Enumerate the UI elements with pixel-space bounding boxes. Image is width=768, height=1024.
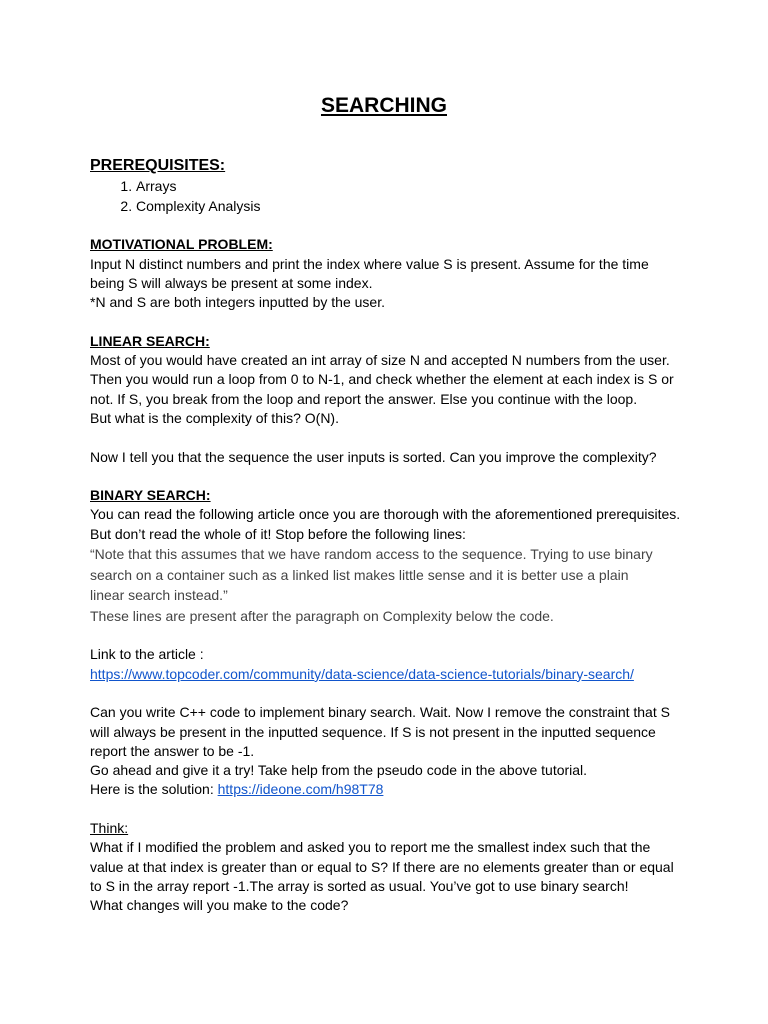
paragraph-line: Then you would run a loop from 0 to N-1, and check whether the element at each index is S or (90, 371, 674, 388)
article-link[interactable]: https://www.topcoder.com/community/data-science/data-science-tutorials/binary-search/ (90, 665, 634, 682)
paragraph-line: What changes will you make to the code? (90, 897, 349, 914)
paragraph-line: will always be present in the inputted sequence. If S is not present in the inputted sequence (90, 723, 656, 740)
think-heading: Think: (90, 820, 129, 837)
solution-prefix: Here is the solution: (90, 781, 218, 798)
paragraph-line: Most of you would have created an int array of size N and accepted N numbers from the user. (90, 352, 670, 369)
page-title: SEARCHING (320, 94, 447, 117)
quote-line: search on a container such as a linked list makes little sense and it is better use a plain (90, 566, 629, 583)
paragraph-line: But don’t read the whole of it! Stop before the following lines: (90, 525, 466, 542)
paragraph-line: report the answer to be -1. (90, 742, 255, 759)
prerequisites-list (90, 176, 690, 216)
paragraph-line: Can you write C++ code to implement binary search. Wait. Now I remove the constraint that S (90, 704, 670, 721)
document-body (90, 156, 690, 916)
paragraph-line: Go ahead and give it a try! Take help from the pseudo code in the above tutorial. (90, 762, 588, 779)
paragraph-line: You can read the following article once you are thorough with the aforementioned prerequisites. (90, 506, 681, 523)
prerequisites-heading: PREREQUISITES: (90, 157, 226, 174)
link-label: Link to the article : (90, 646, 204, 663)
motivational-heading: MOTIVATIONAL PROBLEM: (90, 236, 273, 253)
paragraph-line: Now I tell you that the sequence the user inputs is sorted. Can you improve the complexity? (90, 448, 657, 465)
paragraph-line: value at that index is greater than or equal to S? If there are no elements greater than or equal (90, 858, 674, 875)
list-item: 1. Arrays (136, 176, 690, 196)
paragraph-line: not. If S, you break from the loop and report the answer. Else you continue with the loop. (90, 390, 638, 407)
list-item: 2. Complexity Analysis (136, 196, 690, 216)
paragraph-line: *N and S are both integers inputted by the user. (90, 294, 385, 311)
paragraph-line: being S will always be present at some index. (90, 274, 373, 291)
paragraph-line: Input N distinct numbers and print the index where value S is present. Assume for the time (90, 255, 649, 272)
solution-link[interactable]: https://ideone.com/h98T78 (217, 781, 384, 798)
solution-line (90, 780, 690, 799)
binary-search-heading: BINARY SEARCH: (90, 487, 211, 504)
paragraph-line: What if I modified the problem and asked you to report me the smallest index such that the (90, 839, 651, 856)
linear-search-heading: LINEAR SEARCH: (90, 332, 210, 349)
paragraph-line: to S in the array report -1.The array is sorted as usual. You’ve got to use binary search! (90, 877, 629, 894)
quote-line: linear search instead.” (90, 587, 228, 604)
quote-line: These lines are present after the paragraph on Complexity below the code. (90, 607, 554, 624)
quote-line: “Note that this assumes that we have random access to the sequence. Trying to use binary (90, 546, 653, 563)
paragraph-line: But what is the complexity of this? O(N). (90, 409, 339, 426)
